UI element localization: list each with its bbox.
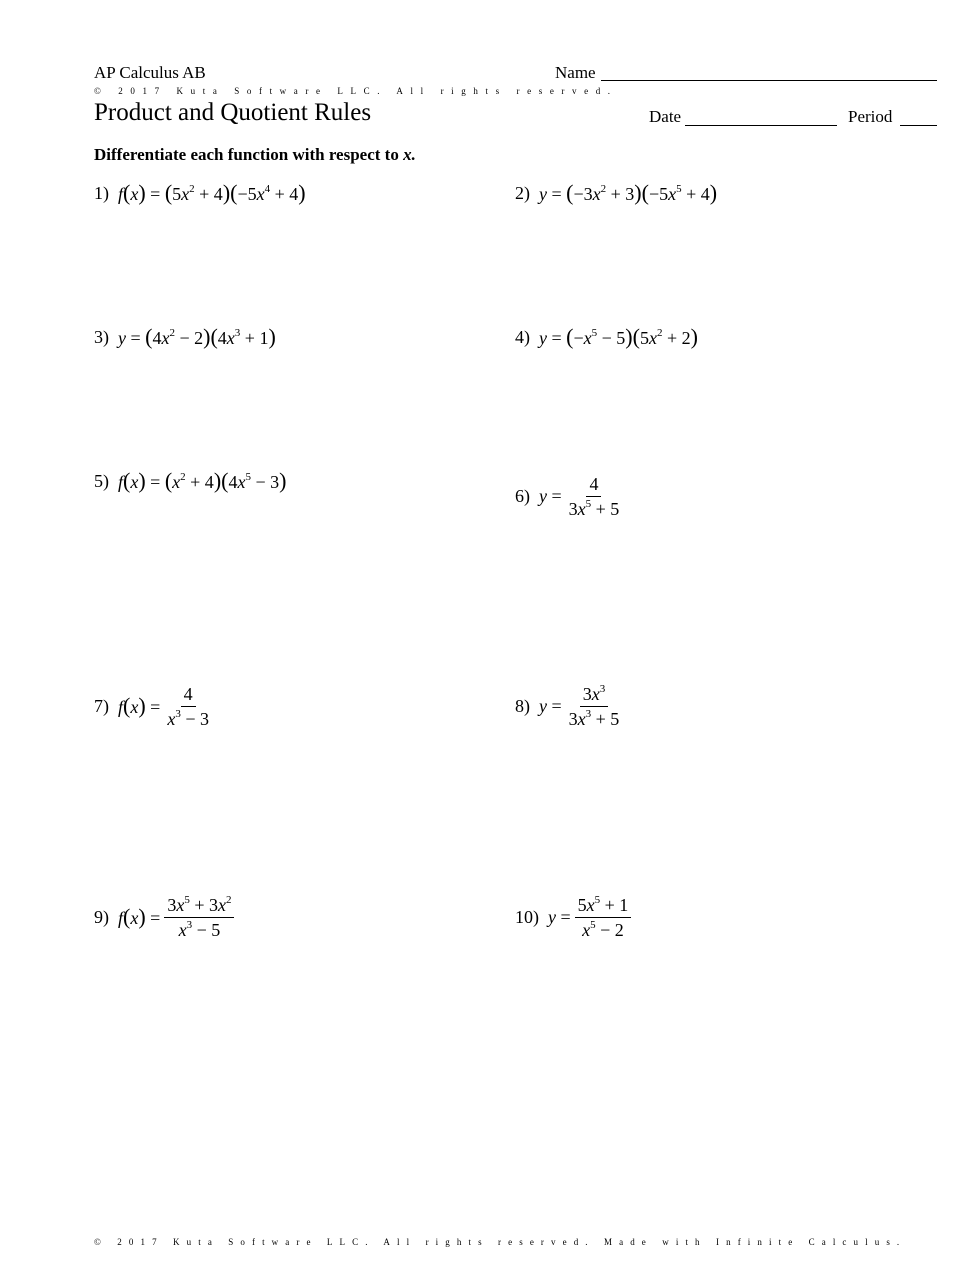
instructions-variable: x. [403, 145, 416, 164]
problem-8 [515, 683, 622, 730]
instructions [94, 145, 416, 165]
numerator: $5x^5 + 1$ [575, 894, 632, 918]
denominator: $x^3 - 5$ [178, 919, 221, 940]
problem-number: 6) [515, 486, 530, 506]
problem-expression: $f(x) = (x^2 + 4)(4x^5 - 3)$ [118, 468, 287, 493]
problem-5 [94, 470, 286, 493]
problem-expression: $y = (4x^2 - 2)(4x^3 + 1)$ [118, 324, 276, 349]
instructions-text: Differentiate each function with respect to [94, 145, 404, 164]
problem-number: 8) [515, 696, 530, 716]
problem-expression: y = [548, 907, 571, 927]
problem-number: 9) [94, 907, 109, 927]
problem-expression: $y = (-3x^2 + 3)(-5x^5 + 4)$ [539, 180, 718, 205]
problem-1 [94, 182, 306, 205]
problem-number: 5) [94, 471, 109, 491]
period-label: Period [848, 107, 893, 126]
numerator: $3x^3$ [580, 683, 609, 707]
fraction [164, 894, 234, 941]
course-name: AP Calculus AB [94, 63, 206, 82]
problem-2 [515, 182, 717, 205]
problem-4 [515, 326, 698, 349]
date-label: Date [649, 107, 682, 126]
denominator: $x^5 - 2$ [582, 919, 624, 940]
problem-number: 10) [515, 907, 539, 927]
name-field-line[interactable] [601, 80, 937, 81]
copyright-footer: © 2017 Kuta Software LLC. All rights reserved. Made with Infinite Calculus. [94, 1237, 907, 1247]
copyright-top: © 2017 Kuta Software LLC. All rights reserved. [94, 86, 618, 96]
worksheet-title: Product and Quotient Rules [94, 99, 372, 126]
problem-9 [94, 894, 234, 941]
date-field-line[interactable] [685, 125, 837, 126]
problem-expression: $f(x) = (5x^2 + 4)(-5x^4 + 4)$ [118, 180, 306, 205]
problem-expression: y = [539, 696, 562, 716]
fraction [566, 473, 623, 520]
fraction [566, 683, 623, 730]
denominator: $x^3 - 3$ [167, 708, 209, 729]
numerator: 4 [586, 473, 601, 497]
problem-number: 2) [515, 183, 530, 203]
denominator: $3x^5 + 5$ [568, 498, 620, 519]
problem-number: 1) [94, 183, 109, 203]
problem-number: 3) [94, 327, 109, 347]
period-field-line[interactable] [900, 125, 937, 126]
problem-7 [94, 683, 212, 730]
problem-expression: $y = (-x^5 - 5)(5x^2 + 2)$ [539, 324, 698, 349]
problem-3 [94, 326, 276, 349]
numerator: $3x^5 + 3x^2$ [164, 894, 234, 918]
fraction [164, 683, 212, 730]
problem-expression: y = [539, 486, 562, 506]
name-label: Name [555, 63, 596, 82]
numerator: 4 [181, 683, 196, 707]
denominator: $3x^3 + 5$ [568, 708, 620, 729]
problem-expression: f(x) = [118, 904, 161, 929]
problem-6 [515, 473, 622, 520]
problem-expression: f(x) = [118, 693, 161, 718]
fraction [575, 894, 632, 941]
problem-number: 7) [94, 696, 109, 716]
problem-number: 4) [515, 327, 530, 347]
problem-10 [515, 894, 631, 941]
